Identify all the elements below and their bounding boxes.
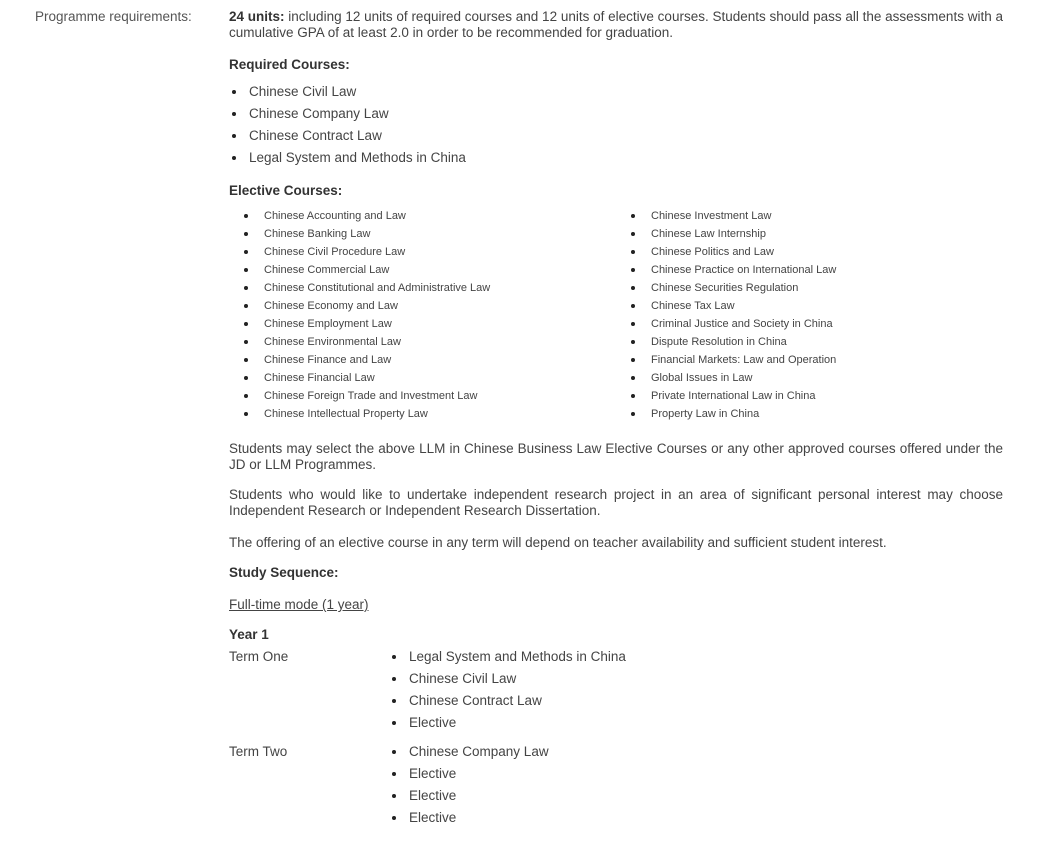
note-paragraph: The offering of an elective course in any term will depend on teacher availability and sufficient student interest.: [229, 535, 887, 550]
elective-column-1: [229, 207, 616, 423]
elective-heading: Elective Courses:: [229, 183, 343, 198]
list-item: Chinese Employment Law: [264, 315, 616, 333]
list-item: Chinese Environmental Law: [264, 333, 616, 351]
list-item: Elective: [409, 807, 549, 829]
list-item: Chinese Tax Law: [651, 297, 1003, 315]
list-item: Chinese Civil Law: [409, 668, 626, 690]
list-item: Dispute Resolution in China: [651, 333, 1003, 351]
intro-paragraph: [229, 9, 1003, 41]
intro-text: including 12 units of required courses and 12 units of elective courses. Students should pass all the assessments with a cumulative GPA of at least 2.0 in order to be recommended for graduation.: [229, 9, 1003, 40]
list-item: Chinese Securities Regulation: [651, 279, 1003, 297]
term-course-list: [409, 741, 549, 829]
list-item: Chinese Economy and Law: [264, 297, 616, 315]
list-item: Chinese Intellectual Property Law: [264, 405, 616, 423]
year-heading: Year 1: [229, 627, 269, 642]
list-item: Elective: [409, 712, 626, 734]
term-row: [229, 649, 1003, 734]
list-item: Chinese Accounting and Law: [264, 207, 616, 225]
term-label: Term One: [229, 649, 289, 664]
programme-requirements-label: Programme requirements:: [35, 9, 192, 24]
list-item: Chinese Commercial Law: [264, 261, 616, 279]
term-row: [229, 744, 1003, 829]
intro-bold: 24 units:: [229, 9, 285, 24]
list-item: Chinese Company Law: [249, 103, 1003, 125]
term-course-list: [409, 646, 626, 734]
elective-grid: [229, 207, 1003, 423]
list-item: Chinese Banking Law: [264, 225, 616, 243]
note-paragraph: Students may select the above LLM in Chinese Business Law Elective Courses or any other approved courses offered under the JD or LLM Programmes.: [229, 441, 1003, 472]
content: [229, 9, 1003, 829]
list-item: Private International Law in China: [651, 387, 1003, 405]
list-item: Elective: [409, 785, 549, 807]
elective-column-2: [616, 207, 1003, 423]
required-list: [249, 81, 1003, 169]
list-item: Property Law in China: [651, 405, 1003, 423]
note-paragraph: Students who would like to undertake independent research project in an area of significant personal interest may choose Independent Research or Independent Research Dissertation.: [229, 487, 1003, 518]
list-item: Chinese Civil Procedure Law: [264, 243, 616, 261]
full-time-mode-link[interactable]: Full-time mode (1 year): [229, 597, 369, 612]
term-label: Term Two: [229, 744, 288, 759]
study-sequence-heading: Study Sequence:: [229, 565, 339, 580]
list-item: Legal System and Methods in China: [409, 646, 626, 668]
list-item: Chinese Civil Law: [249, 81, 1003, 103]
list-item: Legal System and Methods in China: [249, 147, 1003, 169]
list-item: Chinese Politics and Law: [651, 243, 1003, 261]
list-item: Criminal Justice and Society in China: [651, 315, 1003, 333]
list-item: Chinese Contract Law: [409, 690, 626, 712]
list-item: Global Issues in Law: [651, 369, 1003, 387]
list-item: Chinese Law Internship: [651, 225, 1003, 243]
list-item: Chinese Foreign Trade and Investment Law: [264, 387, 616, 405]
list-item: Chinese Contract Law: [249, 125, 1003, 147]
required-heading: Required Courses:: [229, 57, 350, 72]
list-item: Elective: [409, 763, 549, 785]
list-item: Chinese Practice on International Law: [651, 261, 1003, 279]
list-item: Chinese Company Law: [409, 741, 549, 763]
list-item: Chinese Constitutional and Administrative Law: [264, 279, 616, 297]
list-item: Chinese Investment Law: [651, 207, 1003, 225]
list-item: Financial Markets: Law and Operation: [651, 351, 1003, 369]
list-item: Chinese Finance and Law: [264, 351, 616, 369]
list-item: Chinese Financial Law: [264, 369, 616, 387]
